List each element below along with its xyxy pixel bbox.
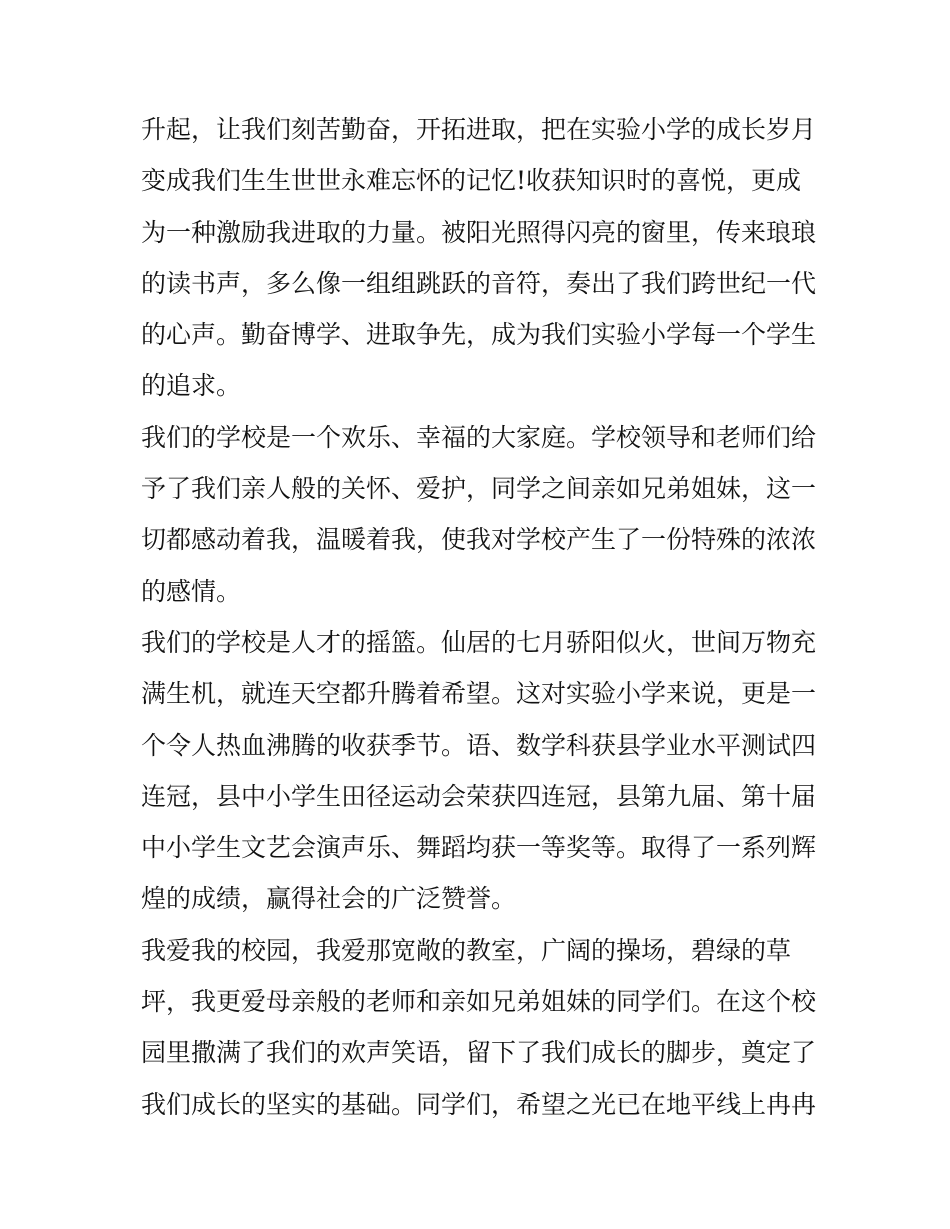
text-line: 个令人热血沸腾的收获季节。语、数学科获县学业水平测试四 (141, 730, 817, 760)
text-line: 的读书声，多么像一组组跳跃的音符，奏出了我们跨世纪一代 (141, 268, 817, 298)
text-line: 煌的成绩，赢得社会的广泛赞誉。 (141, 884, 517, 914)
text-line: 我们成长的坚实的基础。同学们，希望之光已在地平线上冉冉 (141, 1089, 817, 1119)
text-line: 的追求。 (141, 371, 242, 401)
text-line: 我们的学校是一个欢乐、幸福的大家庭。学校领导和老师们给 (141, 422, 817, 452)
text-line: 变成我们生生世世永难忘怀的记忆!收获知识时的喜悦，更成 (141, 166, 802, 196)
text-line: 坪，我更爱母亲般的老师和亲如兄弟姐妹的同学们。在这个校 (141, 987, 817, 1017)
text-line: 切都感动着我，温暖着我，使我对学校产生了一份特殊的浓浓 (141, 525, 817, 555)
body-text (141, 104, 831, 1130)
text-line: 连冠，县中小学生田径运动会荣获四连冠，县第九届、第十届 (141, 781, 817, 811)
text-line: 予了我们亲人般的关怀、爱护，同学之间亲如兄弟姐妹，这一 (141, 474, 817, 504)
text-line: 我们的学校是人才的摇篮。仙居的七月骄阳似火，世间万物充 (141, 627, 817, 657)
text-line: 的心声。勤奋博学、进取争先，成为我们实验小学每一个学生 (141, 320, 817, 350)
text-line: 升起，让我们刻苦勤奋，开拓进取，把在实验小学的成长岁月 (141, 115, 817, 144)
text-line: 满生机，就连天空都升腾着希望。这对实验小学来说，更是一 (141, 679, 817, 709)
text-line: 为一种激励我进取的力量。被阳光照得闪亮的窗里，传来琅琅 (141, 217, 817, 247)
text-line: 我爱我的校园，我爱那宽敞的教室，广阔的操场，碧绿的草 (141, 935, 792, 965)
text-line: 园里撒满了我们的欢声笑语，留下了我们成长的脚步，奠定了 (141, 1038, 817, 1068)
text-line: 中小学生文艺会演声乐、舞蹈均获一等奖等。取得了一系列辉 (141, 833, 817, 863)
text-line: 的感情。 (141, 576, 242, 606)
